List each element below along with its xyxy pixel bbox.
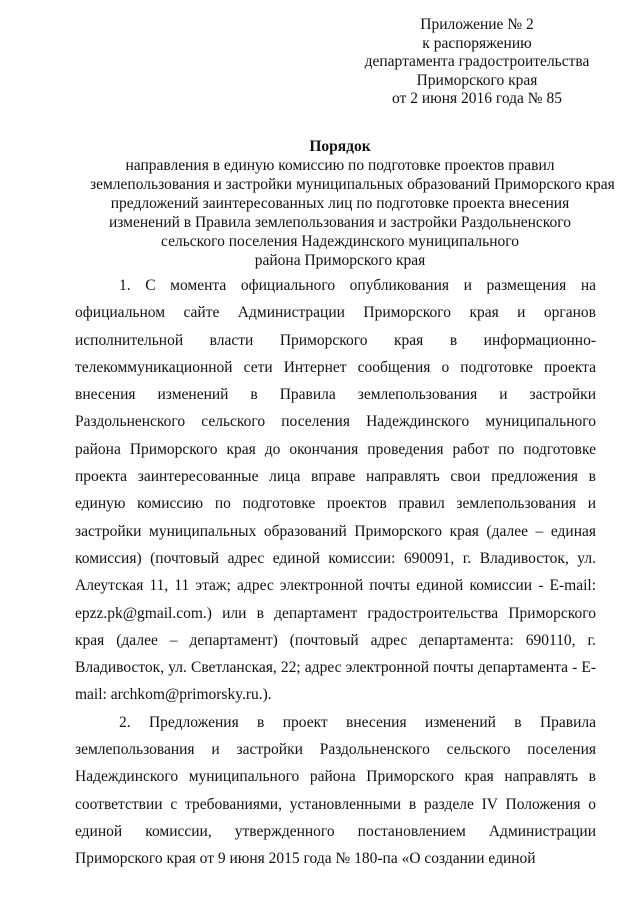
document-body [75,272,596,873]
title-line: сельского поселения Надеждинского муниципального [161,233,519,250]
title-line: землепользования и застройки муниципальных образований Приморского края [90,176,615,193]
paragraph-2: 2. Предложения в проект внесения изменений в Правила землепользования и застройки Раздольненского сельского поселения Надеждинского муниципального района Приморского края направлять в соответствии с требованиями, установленными в разделе IV Положения о единой комиссии, утвержденного постановлением Администрации Приморского края от 9 июня 2015 года № 180-па «О создании единой [75,713,596,868]
title-line: района Приморского края [254,252,426,269]
attachment-region: Приморского края [416,71,538,89]
attachment-header [352,16,602,109]
title-line: направления в единую комиссию по подготовке проектов правил [125,157,555,174]
title-line: изменений в Правила землепользования и застройки Раздольненского [108,214,572,231]
document-title [90,137,615,270]
attachment-to-order: к распоряжению [422,34,532,52]
title-line: предложений заинтересованных лиц по подготовке проекта внесения [110,195,570,212]
attachment-date: от 2 июня 2016 года № 85 [392,90,562,108]
attachment-department: департамента градостроительства [364,53,590,71]
paragraph-1: 1. С момента официального опубликования и размещения на официальном сайте Администрации Приморского края и органов исполнительной власти Приморского края в информационно-телекоммуникационной сети Интернет сообщения о подготовке проекта внесения изменений в Правила землепользования и застройки Раздольненского сельского поселения Надеждинского муниципального района Приморского края до окончания проведения работ по подготовке проекта заинтересованные лица вправе направлять свои предложения в единую комиссию по подготовке проектов правил землепользования и застройки муниципальных образований Приморского края (далее – единая комиссия) (почтовый адрес единой комиссии: 690091, г. Владивосток, ул. Алеутская 11, 11 этаж; адрес электронной почты единой комиссии - E-mail: epzz.pk@gmail.com.) или в департамент градостроительства Приморского края (далее – департамент) (почтовый адрес департамента: 690110, г. Владивосток, ул. Светланская, 22; адрес электронной почты департамента - E-mail: archkom@primorsky.ru.). [75,277,596,704]
title-heading: Порядок [309,138,371,155]
attachment-number: Приложение № 2 [420,16,534,33]
